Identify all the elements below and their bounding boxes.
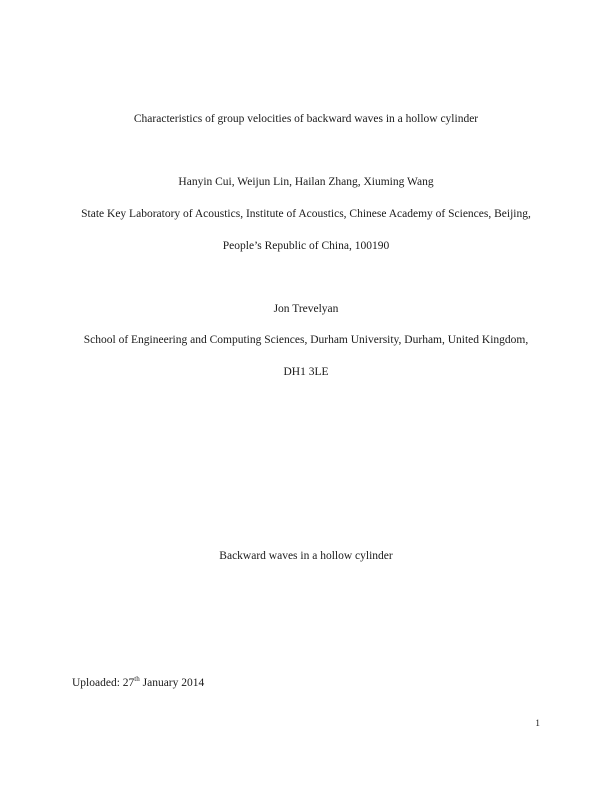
author-secondary: Jon Trevelyan xyxy=(273,303,339,315)
paper-title: Characteristics of group velocities of backward waves in a hollow cylinder xyxy=(133,113,479,125)
author-list-primary: Hanyin Cui, Weijun Lin, Hailan Zhang, Xiuming Wang xyxy=(178,176,434,188)
affiliation-primary-line-2: People’s Republic of China, 100190 xyxy=(222,240,390,252)
affiliation-secondary-line-1: School of Engineering and Computing Sciences, Durham University, Durham, United Kingdom, xyxy=(83,334,529,346)
affiliation-primary-line-1: State Key Laboratory of Acoustics, Institute of Acoustics, Chinese Academy of Sciences, Beijing, xyxy=(81,208,531,220)
running-title: Backward waves in a hollow cylinder xyxy=(219,550,393,562)
upload-date xyxy=(72,676,204,690)
affiliation-secondary-line-2: DH1 3LE xyxy=(283,366,329,378)
upload-date-superscript: th xyxy=(134,675,140,683)
upload-date-suffix: January 2014 xyxy=(139,677,205,689)
page-number: 1 xyxy=(535,719,540,729)
upload-date-prefix: Uploaded: 27 xyxy=(72,677,135,689)
